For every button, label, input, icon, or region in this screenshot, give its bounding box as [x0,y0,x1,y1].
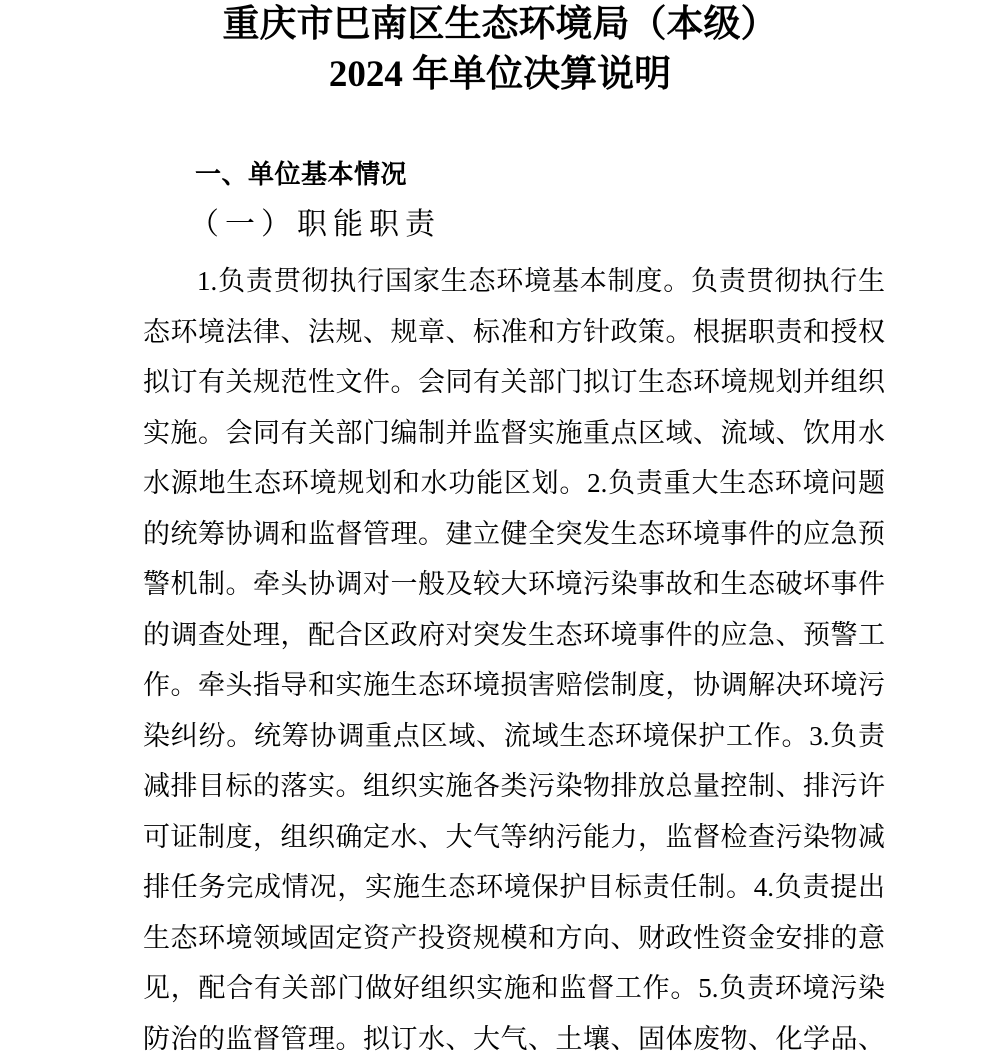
document-title-line-2: 2024 年单位决算说明 [328,54,672,95]
document-title-line-1: 重庆市巴南区生态环境局（本级） [222,4,778,45]
body-line: 可证制度，组织确定水、大气等纳污能力，监督检查污染物减 [143,821,885,852]
body-line: 1.负责贯彻执行国家生态环境基本制度。负责贯彻执行生 [197,266,885,296]
body-line: 警机制。牵头协调对一般及较大环境污染事故和生态破坏事件 [143,569,885,599]
section-heading: 一、单位基本情况 [195,159,408,189]
body-line: 拟订有关规范性文件。会同有关部门拟订生态环境规划并组织 [143,367,885,397]
body-line: 水源地生态环境规划和水功能区划。2.负责重大生态环境问题 [143,468,885,498]
body-line: 排任务完成情况，实施生态环境保护目标责任制。4.负责提出 [143,872,885,902]
body-line: 减排目标的落实。组织实施各类污染物排放总量控制、排污许 [143,771,885,801]
body-line: 实施。会同有关部门编制并监督实施重点区域、流域、饮用水 [143,417,885,448]
body-paragraph [143,256,885,1052]
body-line: 的调查处理，配合区政府对突发生态环境事件的应急、预警工 [143,619,885,650]
body-line: 生态环境领域固定资产投资规模和方向、财政性资金安排的意 [143,922,885,953]
body-line: 的统筹协调和监督管理。建立健全突发生态环境事件的应急预 [143,518,885,549]
body-line: 染纠纷。统筹协调重点区域、流域生态环境保护工作。3.负责 [143,720,885,751]
subsection-heading: （一）职能职责 [189,208,441,241]
body-line: 作。牵头指导和实施生态环境损害赔偿制度，协调解决环境污 [143,670,885,700]
body-line: 见，配合有关部门做好组织实施和监督工作。5.负责环境污染 [143,973,885,1003]
body-line: 防治的监督管理。拟订水、大气、土壤、固体废物、化学品、 [143,1023,885,1052]
body-line: 态环境法律、法规、规章、标准和方针政策。根据职责和授权 [143,316,885,347]
